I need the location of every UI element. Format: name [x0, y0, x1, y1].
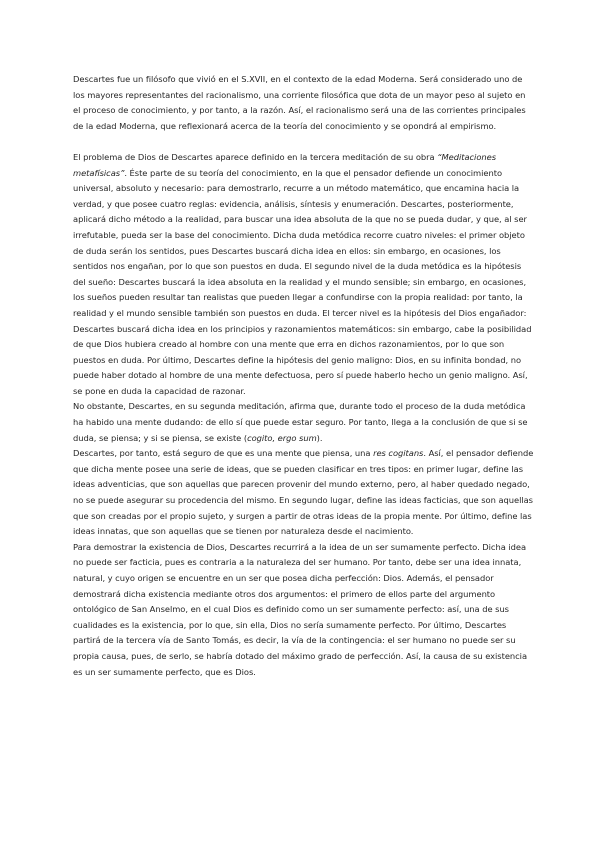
paragraph-introduction: Descartes fue un filósofo que vivió en el S.XVII, en el contexto de la edad Moderna. Será considerado uno de los mayores representantes del racionalismo, una corriente filosófica que dota de un mayor peso al sujeto en el proceso de conocimiento, y por tanto, a la razón. Así, el racionalismo será una de las corrientes principales de la edad Moderna, que reflexionará acerca de la teoría del conocimiento y se opondrá al empirismo. [73, 74, 526, 131]
paragraph-res-cogitans [73, 446, 535, 540]
document-page [73, 72, 535, 680]
paragraph-spacer [73, 134, 535, 150]
paragraph-problem-of-god-text-start: El problema de Dios de Descartes aparece definido en la tercera meditación de su obra [73, 151, 438, 162]
paragraph-cogito-text-start: No obstante, Descartes, en su segunda meditación, afirma que, durante todo el proceso de la duda metódica ha habido una mente dudando: de ello sí que puede estar seguro. Por tanto, llega a la conclusión de que si se duda, se piensa; y si se piensa, se existe ( [73, 401, 528, 443]
paragraph-res-cogitans-text-end: . Así, el pensador defiende que dicha mente posee una serie de ideas, que se pueden clasificar en tres tipos: en primer lugar, define las ideas adventicias, que son aquellas que parecen provenir del mundo externo, pero, al haber quedado negado, no se puede asegurar su procedencia del mismo. En segundo lugar, define las ideas facticias, que son aquellas que son creadas por el propio sujeto, y surgen a partir de otras ideas de la propia mente. Por último, define las ideas innatas, que son aquellas que se tienen por naturaleza desde el nacimiento. [73, 448, 534, 537]
paragraph-problem-of-god-text-end: . Éste parte de su teoría del conocimiento, en la que el pensador defiende un conocimiento universal, absoluto y necesario: para demostrarlo, recurre a un método matemático, que encamina hacia la verdad, y que posee cuatro reglas: evidencia, análisis, síntesis y enumeración. Descartes, posteriormente, aplicará dicho método a la realidad, para buscar una idea absoluta de la que no se pueda dudar, y que, al ser irrefutable, pueda ser la base del conocimiento. Dicha duda metódica recorre cuatro niveles: el primer objeto de duda serán los sentidos, pues Descartes buscará dicha idea en ellos: sin embargo, en ocasiones, los sentidos nos engañan, por lo que son puestos en duda. El segundo nivel de la duda metódica es la hipótesis del sueño: Descartes buscará la idea absoluta en la realidad y el mundo sensible; sin embargo, en ocasiones, los sueños pueden resultar tan realistas que pueden llegar a confundirse con la propia realidad: por tanto, la realidad y el mundo sensible también son puestos en duda. El tercer nivel es la hipótesis del Dios engañador: Descartes buscará dicha idea en los principios y razonamientos matemáticos: sin embargo, cabe la posibilidad de que Dios hubiera creado al hombre con una mente que erra en dichos razonamientos, por lo que son puestos en duda. Por último, Descartes define la hipótesis del genio maligno: Dios, en su infinita bondad, no puede haber dotado al hombre de una mente defectuosa, pero sí puede haberlo hecho un genio maligno. Así, se pone en duda la capacidad de razonar. [73, 167, 532, 396]
paragraph-problem-of-god [73, 150, 535, 400]
paragraph-res-cogitans-text-start: Descartes, por tanto, está seguro de que es una mente que piensa, una [73, 448, 374, 459]
paragraph-cogito [73, 399, 535, 446]
work-title: “Meditaciones metafísicas” [73, 151, 497, 178]
latin-phrase-res-cogitans: res cogitans [373, 448, 424, 459]
latin-phrase-cogito: cogito, ergo sum [247, 432, 317, 443]
paragraph-cogito-text-end: ). [316, 432, 323, 443]
paragraph-existence-of-god: Para demostrar la existencia de Dios, Descartes recurrirá a la idea de un ser sumamente perfecto. Dicha idea no puede ser facticia, pues es contraria a la naturaleza del ser humano. Por tanto, debe ser una idea innata, natural, y cuyo origen se encuentre en un ser que posea dicha perfección: Dios. Además, el pensador demostrará dicha existencia mediante otros dos argumentos: el primero de ellos parte del argumento ontológico de San Anselmo, en el cual Dios es definido como un ser sumamente perfecto: así, una de sus cualidades es la existencia, por lo que, sin ella, Dios no sería sumamente perfecto. Por último, Descartes partirá de la tercera vía de Santo Tomás, es decir, la vía de la contingencia: el ser humano no puede ser su propia causa, pues, de serlo, se habría dotado del máximo grado de perfección. Así, la causa de su existencia es un ser sumamente perfecto, que es Dios. [73, 541, 528, 677]
